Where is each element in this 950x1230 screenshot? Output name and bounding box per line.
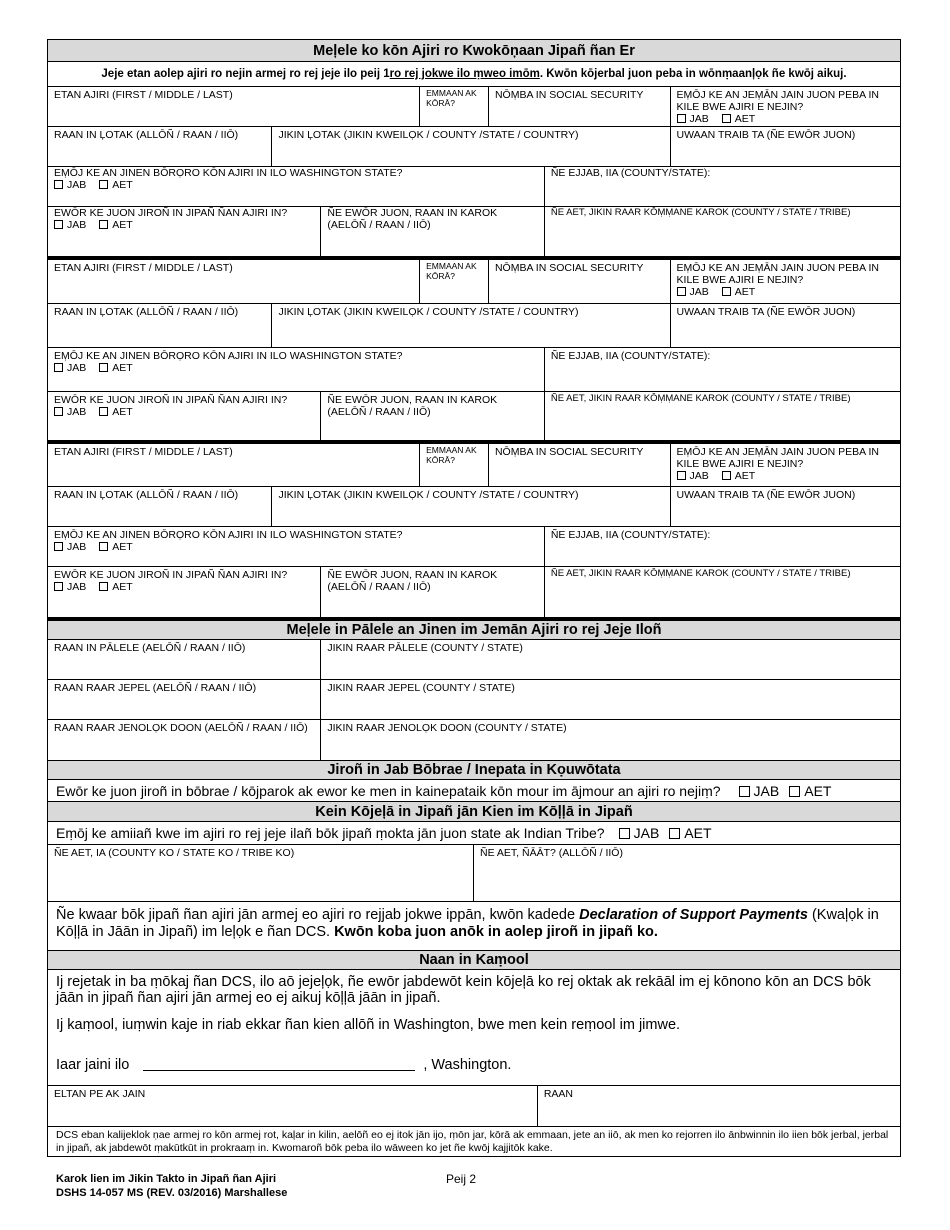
instruction-part1: Jeje etan aolep ajiri ro nejin armej ro rej jeje ilo peij 1 bbox=[101, 68, 390, 80]
medical-question-row bbox=[48, 780, 900, 802]
order-yes-label: JAB bbox=[67, 219, 87, 231]
certification-para-1: Ij rejetak in ba ṃōkaj ñan DCS, ilo aō jejeļọk, ñe ewōr jabdewōt kein kōjeļā ko rej oktak ak rekāāl im ej kōnono kōn an DCS bōk jāān in jipañ ñan ajiri jān armej eo ej aikuj kōļļā jāān in jipañ. bbox=[56, 974, 871, 1006]
child-block-2 bbox=[48, 260, 900, 444]
certification-block bbox=[48, 970, 900, 1086]
child-sex-field[interactable] bbox=[420, 444, 489, 486]
order-field bbox=[48, 567, 321, 617]
order-place-label: ÑE AET, JIKIN RAAR KŌṂṂANE KAROK (COUNTY / STATE / TRIBE) bbox=[550, 568, 851, 579]
child-sex-field[interactable] bbox=[420, 87, 489, 126]
child-birthdate-label: RAAN IN ĻOTAK (ALLŌÑ / RAAN / IIŌ) bbox=[54, 306, 239, 318]
paternity-no-checkbox[interactable] bbox=[722, 287, 731, 296]
support-yes-checkbox[interactable] bbox=[619, 828, 630, 839]
child-ssn-label: NŌṂBA IN SOCIAL SECURITY bbox=[494, 446, 644, 458]
child-tribe-field[interactable] bbox=[671, 487, 900, 526]
paternity-no-label: AET bbox=[734, 113, 756, 125]
wa-care-yes-label: JAB bbox=[67, 541, 87, 553]
child-ssn-field[interactable] bbox=[489, 87, 671, 126]
support-where-label: ÑE AET, IA (COUNTY KO / STATE KO / TRIBE KO) bbox=[54, 847, 295, 859]
order-no-label: AET bbox=[112, 406, 133, 418]
order-no-label: AET bbox=[112, 581, 133, 593]
child-name-label: ETAN AJIRI (FIRST / MIDDLE / LAST) bbox=[54, 262, 233, 274]
child-ssn-field[interactable] bbox=[489, 444, 671, 486]
support-when-label: ÑE AET, ÑĀĀT? (ALLŌÑ / IIŌ) bbox=[480, 847, 623, 859]
separated-place-label: JIKIN RAAR JEPEL (COUNTY / STATE) bbox=[327, 682, 515, 694]
wa-care-yes-label: JAB bbox=[67, 362, 87, 374]
child-name-field[interactable] bbox=[48, 444, 420, 486]
divorce-date-label: RAAN RAAR JENOLỌK DOON (AELŌÑ / RAAN / IIŌ) bbox=[54, 722, 308, 734]
child-tribe-label: UWAAN TRAIB TA (ÑE EWŌR JUON) bbox=[676, 306, 856, 318]
order-date-label: ÑE EWŌR JUON, RAAN IN KAROK (AELŌÑ / RAAN / IIŌ) bbox=[327, 394, 498, 418]
wa-care-label: EṂŌJ KE AN JINEN BŌRỌRO KŌN AJIRI IN ILO WASHINGTON STATE? bbox=[54, 529, 403, 541]
order-date-label: ÑE EWŌR JUON, RAAN IN KAROK (AELŌÑ / RAAN / IIŌ) bbox=[327, 207, 498, 231]
medical-yes-checkbox[interactable] bbox=[739, 786, 750, 797]
wa-where-label: ÑE EJJAB, IIA (COUNTY/STATE): bbox=[550, 350, 711, 362]
order-date-field[interactable] bbox=[321, 392, 544, 440]
order-field bbox=[48, 392, 321, 440]
wa-where-label: ÑE EJJAB, IIA (COUNTY/STATE): bbox=[550, 167, 711, 179]
wa-care-label: EṂŌJ KE AN JINEN BŌRỌRO KŌN AJIRI IN ILO WASHINGTON STATE? bbox=[54, 167, 403, 179]
wa-care-field bbox=[48, 167, 545, 206]
paternity-yes-checkbox[interactable] bbox=[677, 287, 686, 296]
support-yes-label: JAB bbox=[633, 825, 660, 841]
declaration-form-name: Declaration of Support Payments bbox=[579, 907, 808, 923]
form-footer bbox=[56, 1172, 287, 1200]
signed-at-line bbox=[56, 1057, 892, 1073]
child-name-field[interactable] bbox=[48, 87, 420, 126]
signature-field[interactable] bbox=[48, 1086, 538, 1126]
child-name-label: ETAN AJIRI (FIRST / MIDDLE / LAST) bbox=[54, 89, 233, 101]
child-paternity-label: EṂŌJ KE AN JEṂĀN JAIN JUON PEBA IN KILE BWE AJIRI E NEJIN? bbox=[676, 262, 880, 286]
support-title: Kein Kōjeļā in Jipañ jān Kien im Kōļļā in Jipañ bbox=[48, 802, 900, 822]
order-label: EWŌR KE JUON JIROÑ IN JIPAÑ ÑAN AJIRI IN? bbox=[54, 394, 288, 406]
order-no-checkbox[interactable] bbox=[99, 220, 108, 229]
declaration-text-1: Ñe kwaar bōk jipañ ñan ajiri jān armej eo ajiri ro rejjab jokwe ippān, kwōn kadede bbox=[56, 907, 580, 923]
support-where-field[interactable] bbox=[48, 845, 474, 901]
wa-where-field[interactable] bbox=[545, 348, 900, 391]
wa-care-yes-label: JAB bbox=[67, 179, 87, 191]
child-birthdate-field[interactable] bbox=[48, 127, 272, 166]
child-birthdate-field[interactable] bbox=[48, 304, 272, 347]
medical-no-label: AET bbox=[804, 782, 832, 799]
order-date-label: ÑE EWŌR JUON, RAAN IN KAROK (AELŌÑ / RAAN / IIŌ) bbox=[327, 569, 498, 593]
signed-at-label: Iaar jaini ilo bbox=[56, 1057, 130, 1073]
wa-care-no-label: AET bbox=[112, 541, 133, 553]
paternity-no-checkbox[interactable] bbox=[722, 114, 731, 123]
paternity-yes-checkbox[interactable] bbox=[677, 471, 686, 480]
order-date-field[interactable] bbox=[321, 207, 544, 256]
certification-para-2: Ij kaṃool, iuṃwin kaje in riab ekkar ñan kien allōñ in Washington, bwe men kein reṃool im jimwe. bbox=[56, 1017, 681, 1033]
paternity-yes-label: JAB bbox=[689, 113, 709, 125]
child-sex-label: EMMAAN AK KŌRĀ? bbox=[426, 445, 477, 465]
paternity-no-label: AET bbox=[734, 286, 756, 298]
child-ssn-field[interactable] bbox=[489, 260, 671, 303]
signature-title: Naan in Kaṃool bbox=[48, 951, 900, 970]
married-date-field[interactable] bbox=[48, 640, 321, 679]
wa-care-label: EṂŌJ KE AN JINEN BŌRỌRO KŌN AJIRI IN ILO WASHINGTON STATE? bbox=[54, 350, 403, 362]
order-place-label: ÑE AET, JIKIN RAAR KŌṂṂANE KAROK (COUNTY / STATE / TRIBE) bbox=[550, 393, 851, 404]
support-question: Eṃōj ke amiiañ kwe im ajiri ro rej jeje ilañ bōk jipañ ṃokta jān juon state ak Indian Tribe? bbox=[56, 825, 605, 841]
separated-date-label: RAAN RAAR JEPEL (AELŌÑ / RAAN / IIŌ) bbox=[54, 682, 257, 694]
page-number: Peij 2 bbox=[446, 1172, 477, 1186]
separation-title: Meļele in Pālele an Jinen im Jemān Ajiri ro rej Jeje Iloñ bbox=[48, 621, 900, 640]
child-birthplace-field[interactable] bbox=[272, 487, 670, 526]
child-birthplace-field[interactable] bbox=[272, 304, 670, 347]
child-tribe-label: UWAAN TRAIB TA (ÑE EWŌR JUON) bbox=[676, 129, 856, 141]
instruction-part2: . Kwōn kōjerbal juon peba in wōnṃaanļọk ñe kwōj aikuj. bbox=[539, 68, 847, 80]
instruction-line bbox=[48, 62, 900, 87]
child-paternity-field bbox=[671, 260, 900, 303]
wa-care-no-label: AET bbox=[112, 362, 133, 374]
footer-form-name: Karok lien im Jikin Takto in Jipañ ñan Ajiri bbox=[56, 1173, 277, 1185]
medical-question: Ewōr ke juon jiroñ in bōbrae / kōjparok ak ewor ke men in kainepataik kōn mour im ājmour an ajiri ro nejiṃ? bbox=[56, 782, 721, 799]
order-label: EWŌR KE JUON JIROÑ IN JIPAÑ ÑAN AJIRI IN? bbox=[54, 207, 288, 219]
wa-care-no-checkbox[interactable] bbox=[99, 542, 108, 551]
paternity-no-checkbox[interactable] bbox=[722, 471, 731, 480]
paternity-yes-label: JAB bbox=[689, 470, 709, 482]
child-name-label: ETAN AJIRI (FIRST / MIDDLE / LAST) bbox=[54, 446, 233, 458]
child-birthdate-label: RAAN IN ĻOTAK (ALLŌÑ / RAAN / IIŌ) bbox=[54, 489, 239, 501]
order-yes-label: JAB bbox=[67, 581, 87, 593]
divorce-place-field[interactable] bbox=[321, 720, 900, 760]
child-birthplace-label: JIKIN ĻOTAK (JIKIN KWEILỌK / COUNTY /STATE / COUNTRY) bbox=[278, 129, 579, 141]
paternity-yes-label: JAB bbox=[689, 286, 709, 298]
order-place-field[interactable] bbox=[545, 392, 900, 440]
support-no-checkbox[interactable] bbox=[669, 828, 680, 839]
child-sex-label: EMMAAN AK KŌRĀ? bbox=[426, 88, 477, 108]
child-block-3 bbox=[48, 444, 900, 621]
child-sex-field[interactable] bbox=[420, 260, 489, 303]
child-name-field[interactable] bbox=[48, 260, 420, 303]
child-birthplace-field[interactable] bbox=[272, 127, 670, 166]
instruction-underline: ro rej jokwe ilo ṃweo imōm bbox=[389, 68, 540, 80]
child-paternity-label: EṂŌJ KE AN JEṂĀN JAIN JUON PEBA IN KILE BWE AJIRI E NEJIN? bbox=[676, 446, 880, 470]
divorce-place-label: JIKIN RAAR JENOLỌK DOON (COUNTY / STATE) bbox=[327, 722, 567, 734]
paternity-yes-checkbox[interactable] bbox=[677, 114, 686, 123]
wa-care-field bbox=[48, 527, 545, 566]
child-support-form bbox=[47, 39, 901, 1157]
order-no-checkbox[interactable] bbox=[99, 407, 108, 416]
child-birthplace-label: JIKIN ĻOTAK (JIKIN KWEILỌK / COUNTY /STATE / COUNTRY) bbox=[278, 306, 579, 318]
wa-care-yes-checkbox[interactable] bbox=[54, 363, 63, 372]
order-yes-checkbox[interactable] bbox=[54, 407, 63, 416]
child-paternity-field bbox=[671, 87, 900, 126]
nondiscrimination-notice bbox=[48, 1127, 900, 1157]
married-date-label: RAAN IN PĀLELE (AELŌÑ / RAAN / IIŌ) bbox=[54, 642, 246, 654]
separated-place-field[interactable] bbox=[321, 680, 900, 719]
child-sex-label: EMMAAN AK KŌRĀ? bbox=[426, 261, 477, 281]
medical-title: Jiroñ in Jab Bōbrae / Inepata in Kọuwōtata bbox=[48, 761, 900, 780]
signed-at-city-input[interactable] bbox=[143, 1058, 415, 1071]
medical-yes-label: JAB bbox=[753, 782, 780, 799]
child-ssn-label: NŌṂBA IN SOCIAL SECURITY bbox=[494, 262, 644, 274]
order-yes-label: JAB bbox=[67, 406, 87, 418]
child-paternity-label: EṂŌJ KE AN JEṂĀN JAIN JUON PEBA IN KILE BWE AJIRI E NEJIN? bbox=[676, 89, 880, 113]
declaration-text-bold: Kwōn koba juon anōk in aolep jiroñ in jipañ ko. bbox=[334, 924, 658, 940]
signature-date-label: RAAN bbox=[543, 1088, 574, 1100]
order-no-checkbox[interactable] bbox=[99, 582, 108, 591]
married-place-field[interactable] bbox=[321, 640, 900, 679]
paternity-no-label: AET bbox=[734, 470, 756, 482]
wa-care-field bbox=[48, 348, 545, 391]
child-tribe-field[interactable] bbox=[671, 304, 900, 347]
wa-care-no-checkbox[interactable] bbox=[99, 180, 108, 189]
child-ssn-label: NŌṂBA IN SOCIAL SECURITY bbox=[494, 89, 644, 101]
order-label: EWŌR KE JUON JIROÑ IN JIPAÑ ÑAN AJIRI IN? bbox=[54, 569, 288, 581]
form-title: Meļele ko kōn Ajiri ro Kwokōņaan Jipañ ñan Er bbox=[48, 40, 900, 62]
order-place-field[interactable] bbox=[545, 567, 900, 617]
child-tribe-label: UWAAN TRAIB TA (ÑE EWŌR JUON) bbox=[676, 489, 856, 501]
separated-date-field[interactable] bbox=[48, 680, 321, 719]
order-place-field[interactable] bbox=[545, 207, 900, 256]
signature-date-field[interactable] bbox=[538, 1086, 900, 1126]
support-question-row bbox=[48, 822, 900, 844]
signature-label: ELTAN PE AK JAIN bbox=[54, 1088, 146, 1100]
order-place-label: ÑE AET, JIKIN RAAR KŌṂṂANE KAROK (COUNTY / STATE / TRIBE) bbox=[550, 207, 851, 218]
child-birthplace-label: JIKIN ĻOTAK (JIKIN KWEILỌK / COUNTY /STATE / COUNTRY) bbox=[278, 489, 579, 501]
married-place-label: JIKIN RAAR PĀLELE (COUNTY / STATE) bbox=[327, 642, 523, 654]
order-yes-checkbox[interactable] bbox=[54, 582, 63, 591]
wa-care-no-label: AET bbox=[112, 179, 133, 191]
child-tribe-field[interactable] bbox=[671, 127, 900, 166]
wa-care-no-checkbox[interactable] bbox=[99, 363, 108, 372]
footer-form-number: DSHS 14-057 MS (REV. 03/2016) Marshallese bbox=[56, 1187, 288, 1199]
order-yes-checkbox[interactable] bbox=[54, 220, 63, 229]
support-no-label: AET bbox=[684, 825, 712, 841]
child-paternity-field bbox=[671, 444, 900, 486]
wa-care-yes-checkbox[interactable] bbox=[54, 542, 63, 551]
child-birthdate-label: RAAN IN ĻOTAK (ALLŌÑ / RAAN / IIŌ) bbox=[54, 129, 239, 141]
wa-where-field[interactable] bbox=[545, 167, 900, 206]
wa-where-label: ÑE EJJAB, IIA (COUNTY/STATE): bbox=[550, 529, 711, 541]
order-no-label: AET bbox=[112, 219, 133, 231]
nondiscrimination-text: DCS eban kalijeklok ṇae armej ro kōn armej rot, kaļar in kilin, aelōñ eo ej itok jān ijo, ṃōn jar, kōrā ak emmaan, jete an iiō, ak men ko rejorren ilo ānbwinnin ilo iien bōk jerbal, jerbal in jipañ, ak jabdewōt ṃakūtkūt in prokraaṃ in. Kwomaroñ bōk peba ilo wāween ko jet ñe kwōj kajjitōk kake. bbox=[56, 1129, 889, 1154]
order-date-field[interactable] bbox=[321, 567, 544, 617]
child-birthdate-field[interactable] bbox=[48, 487, 272, 526]
order-field bbox=[48, 207, 321, 256]
medical-no-checkbox[interactable] bbox=[789, 786, 800, 797]
signed-at-state: , Washington. bbox=[423, 1057, 512, 1073]
divorce-date-field[interactable] bbox=[48, 720, 321, 760]
support-when-field[interactable] bbox=[474, 845, 900, 901]
wa-where-field[interactable] bbox=[545, 527, 900, 566]
child-block-1 bbox=[48, 87, 900, 260]
wa-care-yes-checkbox[interactable] bbox=[54, 180, 63, 189]
declaration-text-2: (Kwaļọk in Kōļļā in Jāān in Jipañ) im leļọk e ñan DCS. bbox=[56, 907, 879, 940]
declaration-paragraph bbox=[48, 902, 900, 951]
